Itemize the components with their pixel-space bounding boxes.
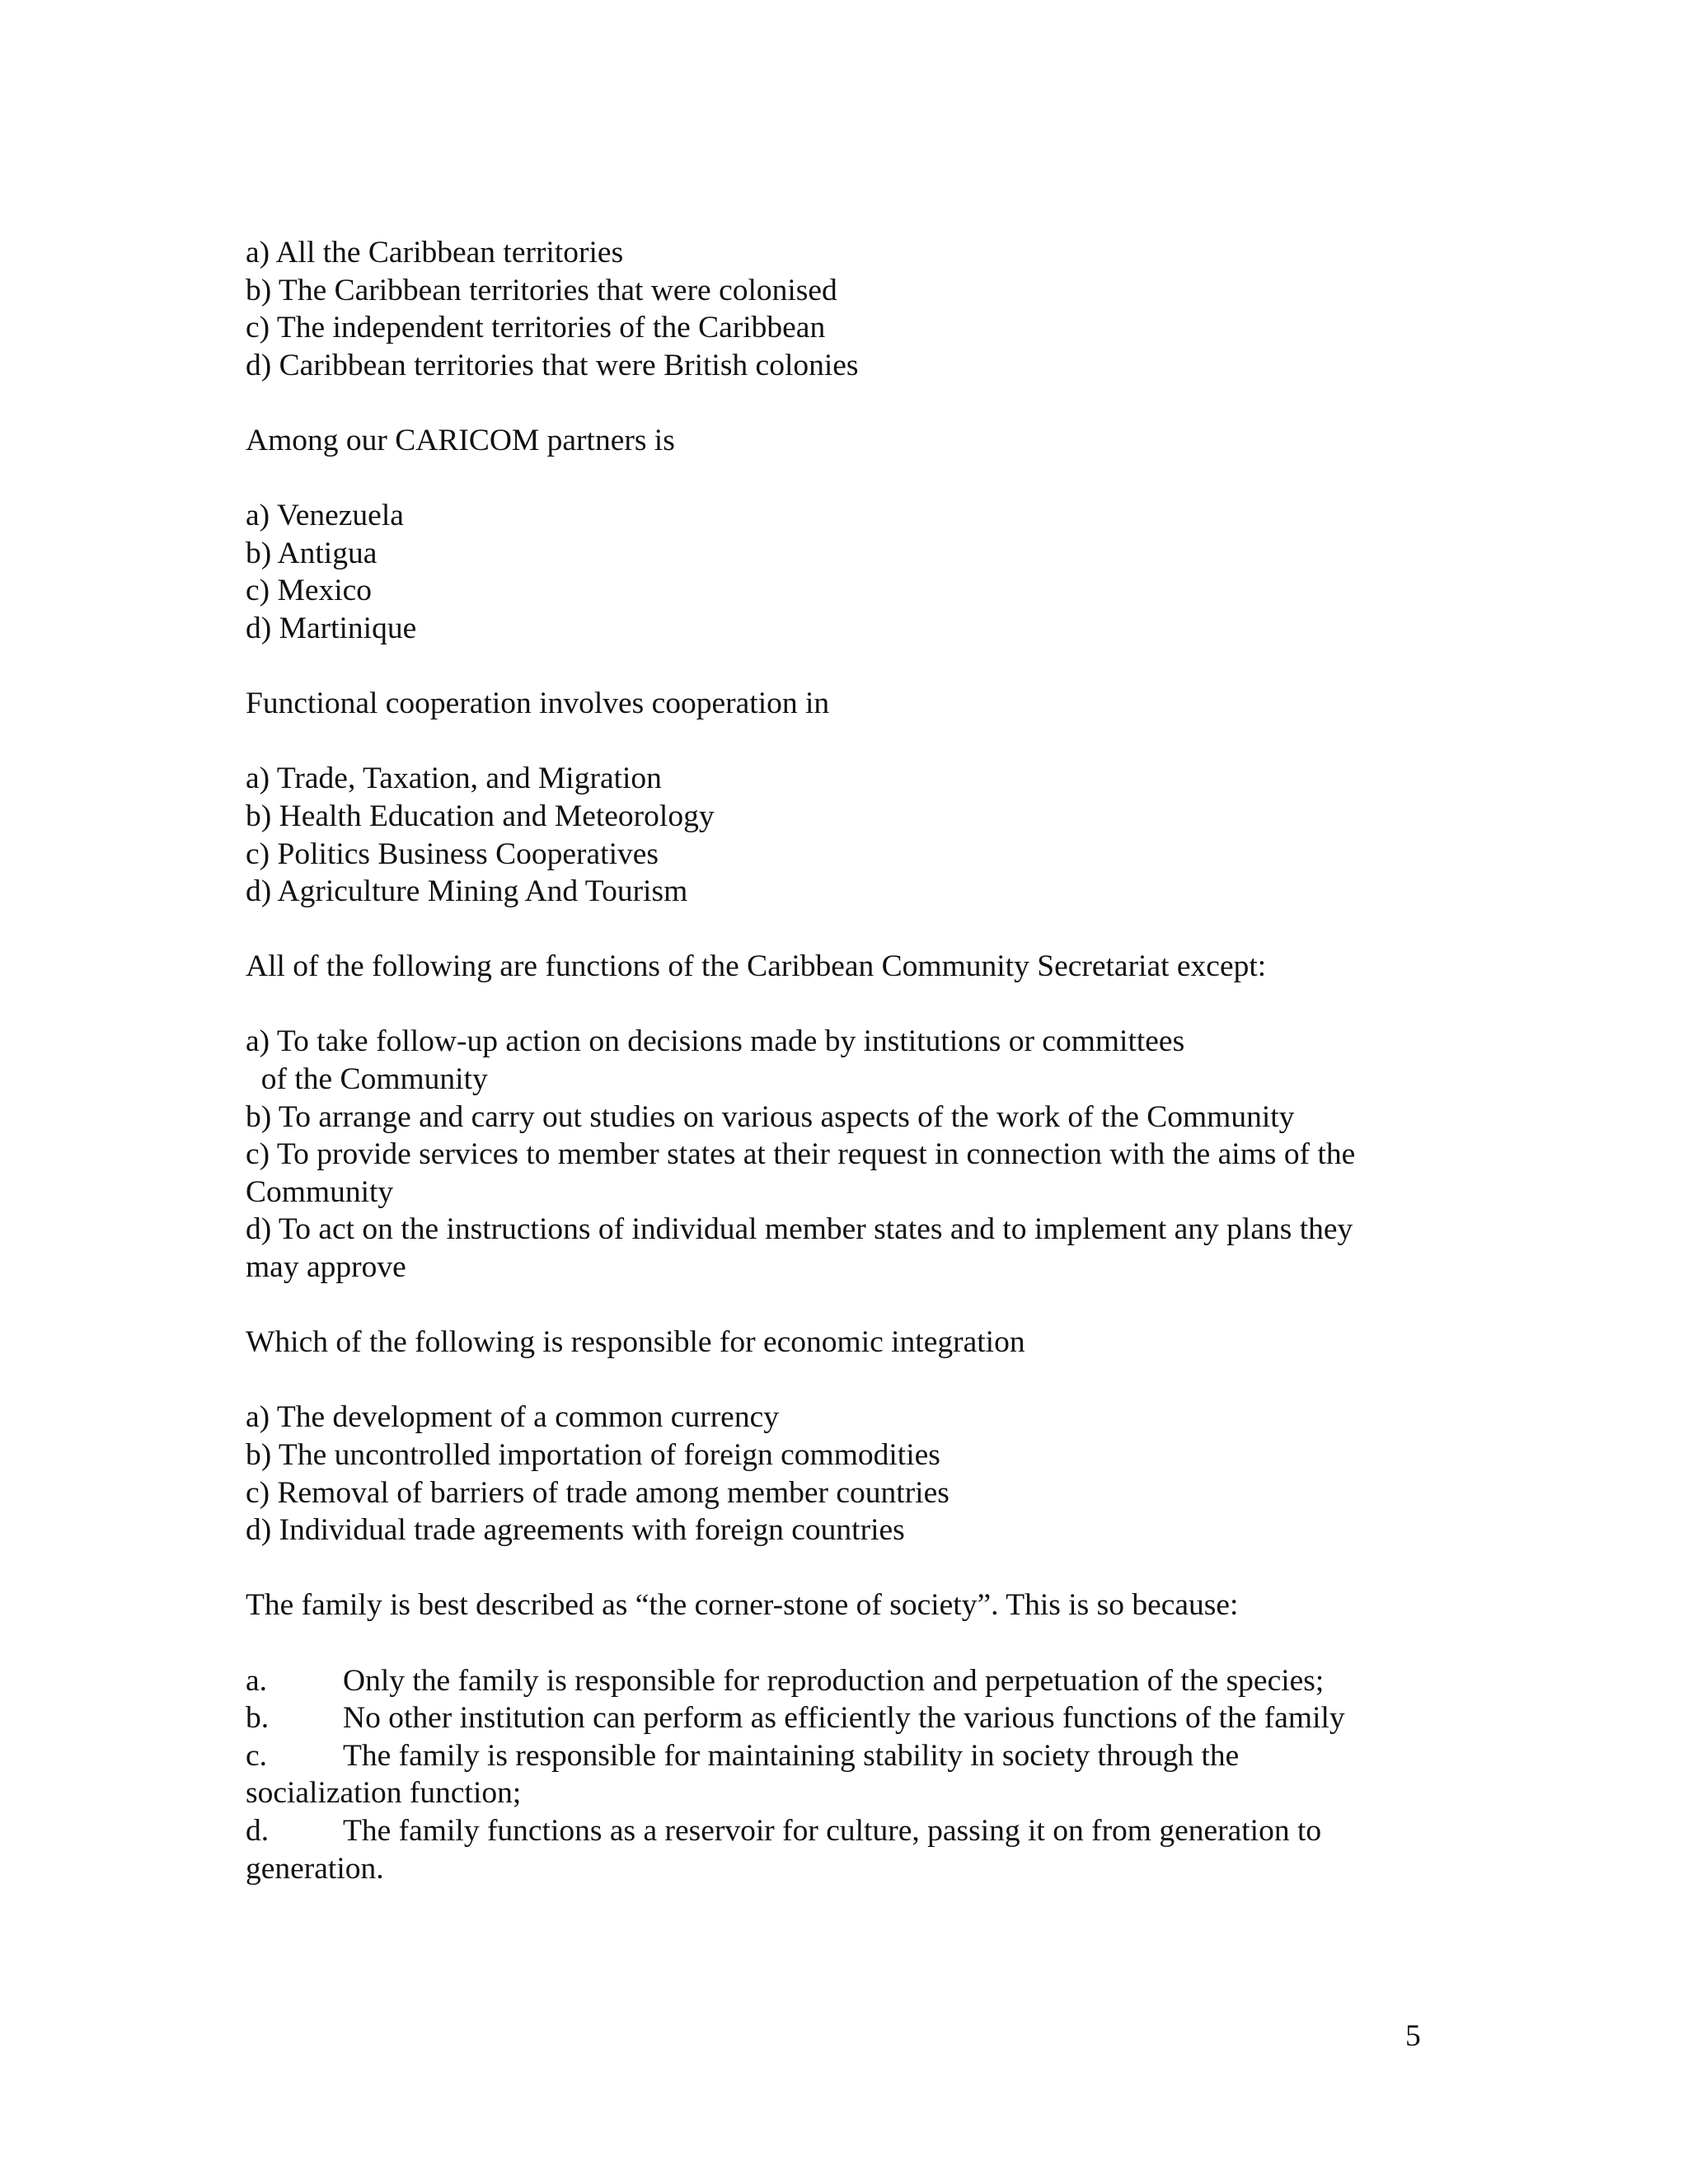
spacer [246,648,1449,686]
question-stem: The family is best described as “the corner-stone of society”. This is so because: [246,1588,1239,1623]
question-5 [246,1324,1449,1549]
option-c: c) To provide services to member states at their request in connection with the aims of the [246,1137,1356,1172]
option-a-continuation: of the Community [246,1062,488,1097]
option-d: d) Agriculture Mining And Tourism [246,874,688,909]
option-a: a) The development of a common currency [246,1400,779,1435]
option-c [246,1737,1449,1775]
spacer [246,460,1449,498]
option-text: Only the family is responsible for reproduction and perpetuation of the species; [343,1663,1325,1698]
question-1-options [246,234,1449,384]
option-b: b) Antigua [246,536,377,570]
spacer [246,384,1449,422]
option-d: d) Caribbean territories that were British colonies [246,348,859,382]
question-stem: All of the following are functions of the Caribbean Community Secretariat except: [246,949,1267,984]
option-b: b) The uncontrolled importation of foreign commodities [246,1438,940,1472]
option-b: b) Health Education and Meteorology [246,799,715,833]
spacer [246,911,1449,949]
option-text: The family is responsible for maintaining stability in society through the [343,1738,1240,1773]
spacer [246,1624,1449,1662]
option-c: c) Removal of barriers of trade among member countries [246,1475,950,1510]
spacer [246,1361,1449,1399]
page-content [246,234,1449,1887]
option-b: b) The Caribbean territories that were colonised [246,273,837,307]
option-b [246,1699,1449,1737]
option-d: d) To act on the instructions of individual member states and to implement any plans they [246,1212,1353,1247]
question-6 [246,1586,1449,1887]
option-d-continuation: generation. [246,1851,384,1886]
option-c: c) Politics Business Cooperatives [246,837,659,871]
option-text: The family functions as a reservoir for culture, passing it on from generation to [343,1813,1322,1848]
option-a: a) Trade, Taxation, and Migration [246,762,662,796]
option-c: c) The independent territories of the Caribbean [246,311,826,345]
question-2 [246,422,1449,648]
option-label: c. [246,1738,268,1773]
option-c-continuation: Community [246,1174,394,1209]
option-d-continuation: may approve [246,1250,406,1285]
question-4 [246,948,1449,1286]
option-a: a) All the Caribbean territories [246,236,624,269]
question-3 [246,685,1449,911]
question-stem: Which of the following is responsible for economic integration [246,1325,1025,1360]
question-stem: Among our CARICOM partners is [246,423,675,457]
spacer [246,1286,1449,1324]
option-b: b) To arrange and carry out studies on various aspects of the work of the Community [246,1099,1295,1134]
option-a [246,1662,1449,1700]
option-a: a) To take follow-up action on decisions made by institutions or committees [246,1024,1185,1059]
option-label: a. [246,1663,268,1698]
option-d: d) Individual trade agreements with foreign countries [246,1513,905,1548]
option-d [246,1812,1449,1850]
option-label: b. [246,1701,270,1736]
option-c: c) Mexico [246,574,373,608]
option-d: d) Martinique [246,611,417,645]
option-label: d. [246,1813,270,1848]
option-a: a) Venezuela [246,499,404,533]
question-stem: Functional cooperation involves cooperation in [246,687,830,721]
spacer [246,986,1449,1024]
page-number: 5 [1405,2019,1421,2053]
option-c-continuation: socialization function; [246,1776,522,1811]
option-text: No other institution can perform as efficiently the various functions of the family [343,1701,1345,1736]
spacer [246,723,1449,761]
spacer [246,1549,1449,1587]
